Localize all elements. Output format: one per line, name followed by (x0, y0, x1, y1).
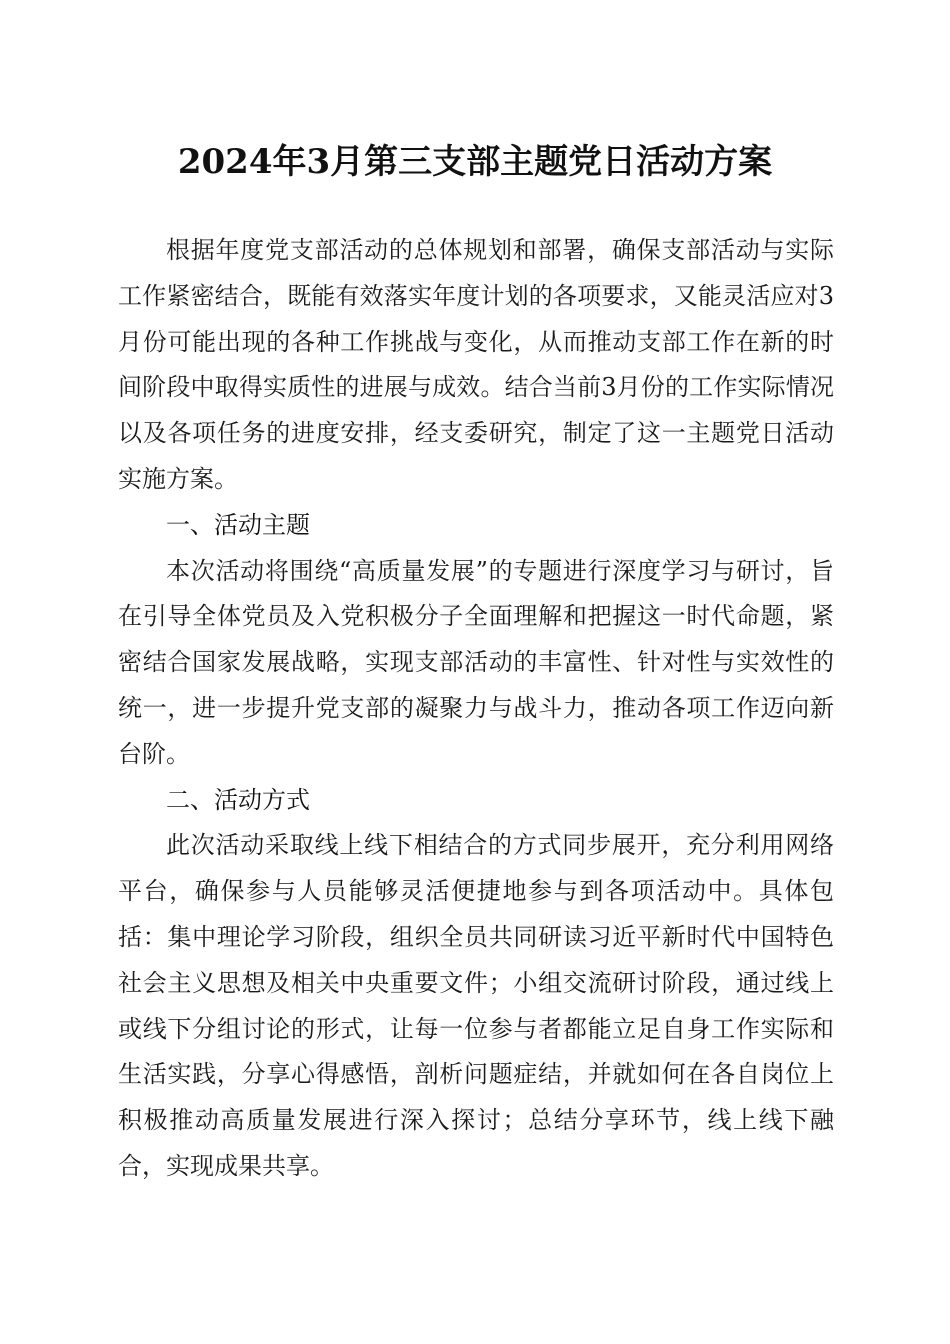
section-paragraph-method: 此次活动采取线上线下相结合的方式同步展开，充分利用网络平台，确保参与人员能够灵活便捷地参与到各项活动中。具体包括：集中理论学习阶段，组织全员共同研读习近平新时代中国特色社会主义思想及相关中央重要文件；小组交流研讨阶段，通过线上或线下分组讨论的形式，让每一位参与者都能立足自身工作实际和生活实践，分享心得感悟，剖析问题症结，并就如何在各自岗位上积极推动高质量发展进行深入探讨；总结分享环节，线上线下融合，实现成果共享。 (118, 831, 834, 1180)
document-title: 2024年3月第三支部主题党日活动方案 (177, 142, 773, 182)
intro-paragraph: 根据年度党支部活动的总体规划和部署，确保支部活动与实际工作紧密结合，既能有效落实年度计划的各项要求，又能灵活应对3月份可能出现的各种工作挑战与变化，从而推动支部工作在新的时间阶段中取得实质性的进展与成效。结合当前3月份的工作实际情况以及各项任务的进度安排，经支委研究，制定了这一主题党日活动实施方案。 (118, 236, 834, 493)
section-paragraph-theme: 本次活动将围绕“高质量发展”的专题进行深度学习与研讨，旨在引导全体党员及入党积极分子全面理解和把握这一时代命题，紧密结合国家发展战略，实现支部活动的丰富性、针对性与实效性的统一，进一步提升党支部的凝聚力与战斗力，推动各项工作迈向新台阶。 (118, 556, 834, 768)
document-body (118, 228, 834, 1190)
section-heading-method: 二、活动方式 (166, 785, 310, 814)
section-heading-theme: 一、活动主题 (166, 510, 310, 539)
